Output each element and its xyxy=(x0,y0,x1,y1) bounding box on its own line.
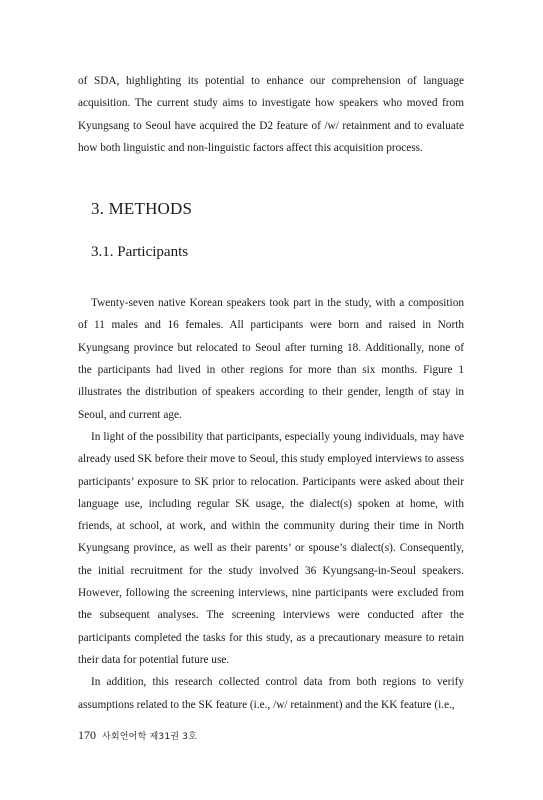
intro-paragraph: of SDA, highlighting its potential to enhance our comprehension of language acquisition. The current study aims to investigate how speakers who moved from Kyungsang to Seoul have acquired the D2 feature of /w/ retainment and to evaluate how both linguistic and non-linguistic factors affect this acquisition process. xyxy=(78,75,464,154)
section-heading: 3. METHODS xyxy=(91,199,193,219)
page-number: 170 xyxy=(78,728,96,742)
participants-paragraph-3: In addition, this research collected control data from both regions to verify assumptions related to the SK feature (i.e., /w/ retainment) and the KK feature (i.e., xyxy=(78,676,464,711)
journal-title: 사회언어학 제31권 3호 xyxy=(102,732,198,742)
subsection-heading: 3.1. Participants xyxy=(91,244,189,261)
page-body xyxy=(78,70,464,716)
participants-paragraph-2: In light of the possibility that participants, especially young individuals, may have already used SK before their move to Seoul, this study employed interviews to assess participants’ exposure to SK prior to relocation. Participants were asked about their language use, including regular SK usage, the dialect(s) spoken at home, with friends, at school, at work, and within the community during their time in North Kyungsang province, as well as their parents’ or spouse’s dialect(s). Consequently, the initial recruitment for the study involved 36 Kyungsang-in-Seoul speakers. However, following the screening interviews, nine participants were excluded from the subsequent analyses. The screening interviews were conducted after the participants completed the tasks for this study, as a precautionary measure to retain their data for potential future use. xyxy=(78,430,464,666)
participants-paragraph-1: Twenty-seven native Korean speakers took part in the study, with a composition of 11 males and 16 females. All participants were born and raised in North Kyungsang province but relocated to Seoul after turning 18. Additionally, none of the participants had lived in other regions for more than six months. Figure 1 illustrates the distribution of speakers according to their gender, length of stay in Seoul, and current age. xyxy=(78,297,464,421)
page-footer xyxy=(78,728,197,743)
